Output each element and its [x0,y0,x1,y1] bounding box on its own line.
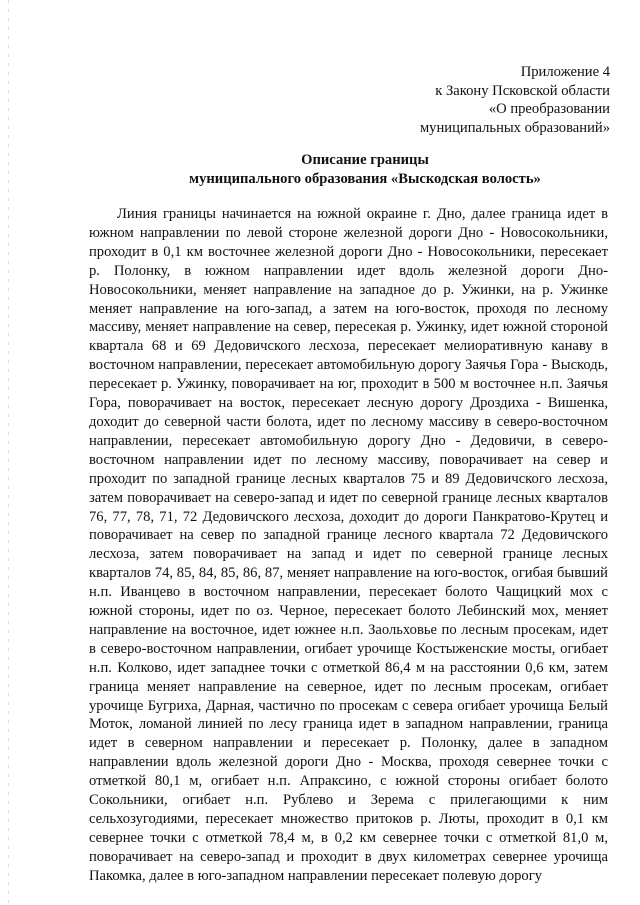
appendix-line-3: «О преобразовании [488,101,610,117]
scan-edge-mark [8,0,9,905]
body-paragraph: Линия границы начинается на южной окраине г. Дно, далее граница идет в южном направлении по левой стороне железной дороги Дно - Новосокольники, проходит в 0,1 км восточнее железной дороги Дно - Новосокольники, пересекает р. Полонку, в южном направлении идет вдоль железной дороги Дно-Новосокольники, меняет направление на западное до р. Ужинки, на р. Ужинке меняет направление на юго-запад, а затем на юго-восток, проходя по лесному массиву, меняет направление на север, пересекая р. Ужинку, идет южной стороной квартала 68 и 69 Дедовичского лесхоза, пересекает мелиоративную канаву в восточном направлении, пересекает автомобильную дорогу Заячья Гора - Выскодь, пересекает р. Ужинку, поворачивает на юг, проходит в 500 м восточнее н.п. Заячья Гора, поворачивает на восток, пересекает лесную дорогу Дроздиха - Вишенка, доходит до северной части болота, идет по лесному массиву в северо-восточном направлении, пересекает автомобильную дорогу Дно - Дедовичи, в северо-восточном направлении идет по лесному массиву, поворачивает на север и проходит по западной границе лесных кварталов 75 и 89 Дедовичского лесхоза, затем поворачивает на северо-запад и идет по северной границе лесных кварталов 76, 77, 78, 71, 72 Дедовичского лесхоза, доходит до дороги Панкратово-Крутец и поворачивает на север по западной границе лесного квартала 72 Дедовичского лесхоза, затем поворачивает на запад и идет по северной границе лесных кварталов 74, 85, 84, 85, 86, 87, меняет направление на юго-восток, огибая бывший н.п. Иванцево в восточном направлении, пересекает болото Чащицкий мох с южной стороны, идет по оз. Черное, пересекает болото Лебинский мох, меняет направление на восточное, идет южнее н.п. Заольховье по лесным просекам, идет в северо-восточном направлении, огибает урочище Костыженские мосты, огибает н.п. Колково, идет западнее точки с отметкой 86,4 м на расстоянии 0,6 км, затем граница меняет направление на северное, идет по лесным просекам, огибает урочище Бугриха, Дарная, частично по просекам с севера огибает урочища Белый Моток, ломаной линией по лесу граница идет в западном направлении, граница идет в северном направлении и пересекает р. Полонку, далее в западном направлении вдоль железной дороги Дно - Москва, проходя севернее точки с отметкой 80,1 м, огибает н.п. Апраксино, с южной стороны огибает болото Сокольники, огибает н.п. Рублево и Зерема с прилегающими к ним сельхозугодиями, пересекает множество притоков р. Люты, проходит в 0,1 км севернее точки с отметкой 78,4 м, в 0,2 км севернее точки с отметкой 81,0 м, поворачивает на северо-запад и проходит в двух километрах севернее урочища Пакомка, далее в юго-западном направлении пересекает полевую дорогу [89,206,608,884]
document-title [90,151,640,189]
appendix-line-4: муниципальных образований» [419,119,610,136]
appendix-line-1: Приложение 4 [520,64,610,80]
appendix-line-2: к Закону Псковской области [435,82,610,99]
title-line-2: муниципального образования «Выскодская волость» [189,171,541,187]
appendix-header [310,63,610,137]
title-line-1: Описание границы [301,152,429,168]
